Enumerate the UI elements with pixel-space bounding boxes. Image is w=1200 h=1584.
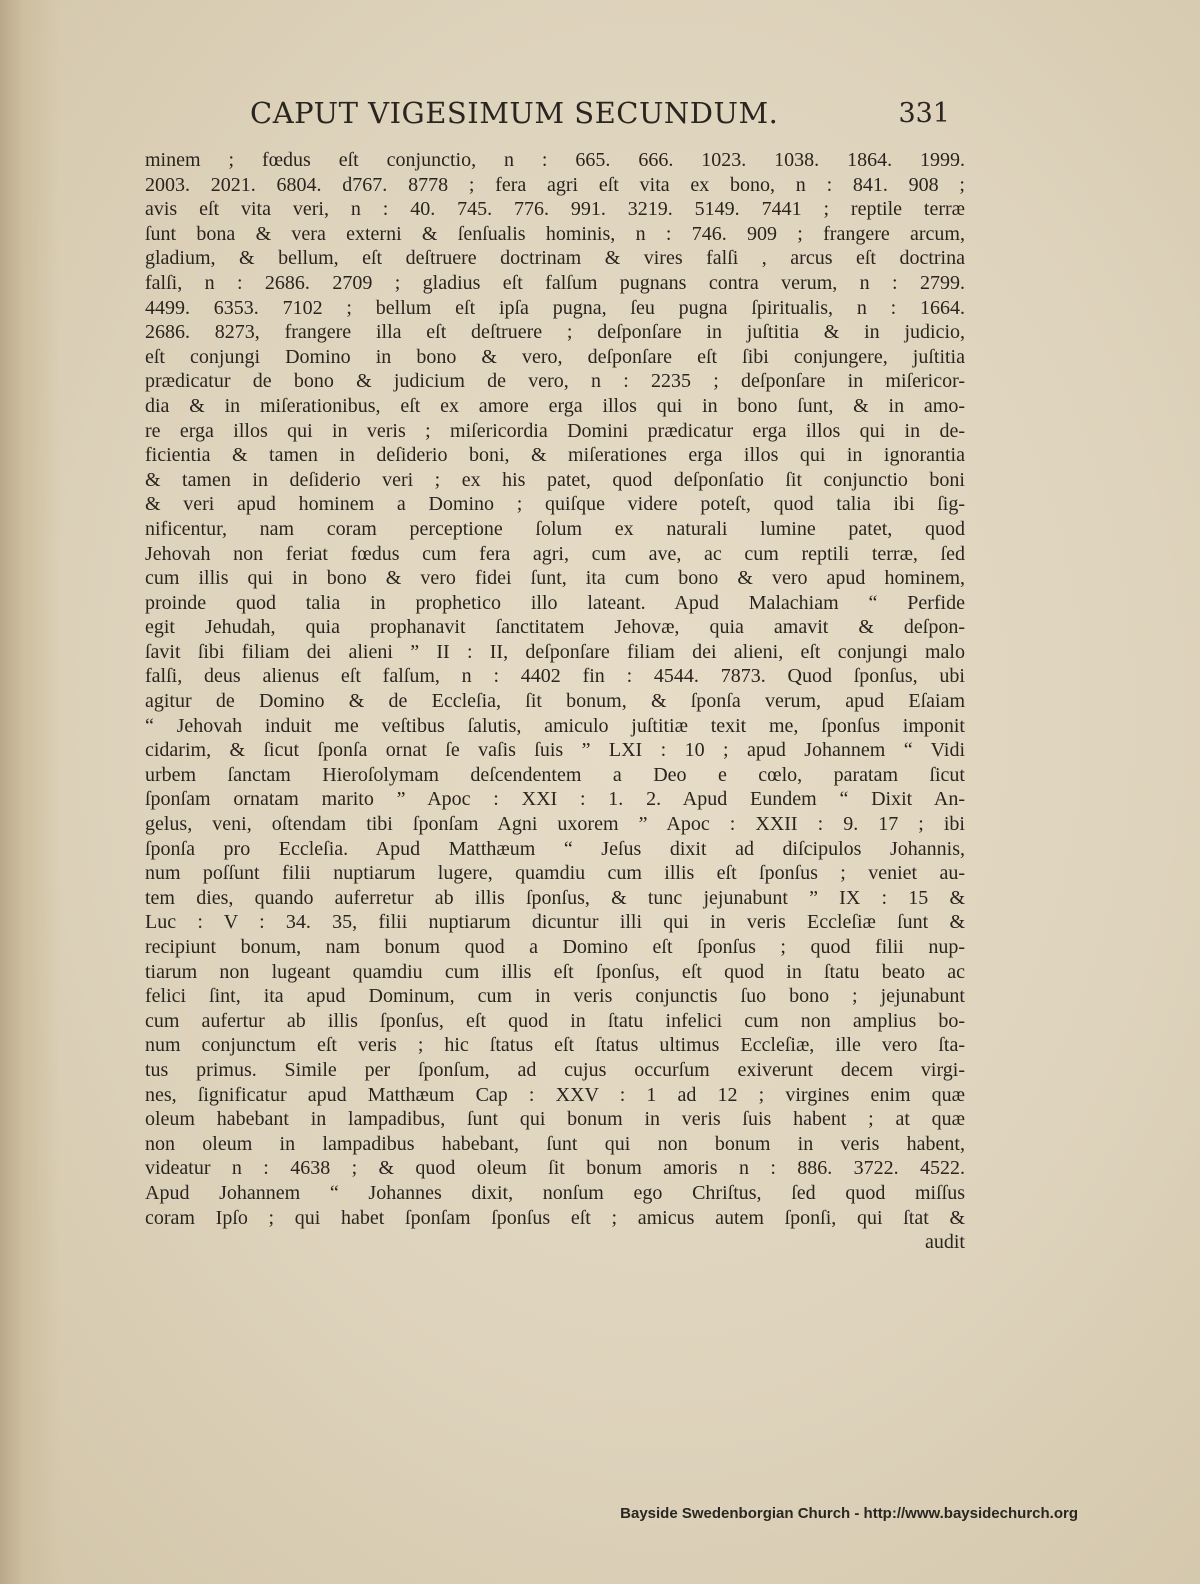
body-text (145, 148, 965, 1255)
text-line: tem dies, quando auferretur ab illis ſponſus, & tunc jejunabunt ” IX : 15 & (145, 886, 965, 909)
text-line: num conjunctum eſt veris ; hic ſtatus eſt ſtatus ultimus Eccleſiæ, ille vero ſta- (145, 1034, 965, 1057)
text-line: videatur n : 4638 ; & quod oleum ſit bonum amoris n : 886. 3722. 4522. (145, 1157, 965, 1180)
text-line: gelus, veni, oſtendam tibi ſponſam Agni uxorem ” Apoc : XXII : 9. 17 ; ibi (145, 813, 965, 836)
text-line: agitur de Domino & de Eccleſia, ſit bonum, & ſponſa verum, apud Eſaiam (145, 690, 965, 713)
text-line: felici ſint, ita apud Dominum, cum in veris conjunctis ſuo bono ; jejunabunt (145, 985, 965, 1008)
text-line: falſi, deus alienus eſt falſum, n : 4402 fin : 4544. 7873. Quod ſponſus, ubi (145, 665, 965, 688)
text-line: urbem ſanctam Hieroſolymam deſcendentem a Deo e cœlo, paratam ſicut (145, 763, 965, 786)
text-line: minem ; fœdus eſt conjunctio, n : 665. 666. 1023. 1038. 1864. 1999. (145, 149, 965, 171)
text-line: ſunt bona & vera externi & ſenſualis hominis, n : 746. 909 ; frangere arcum, (145, 222, 965, 245)
text-line: proinde quod talia in prophetico illo lateant. Apud Malachiam “ Perfide (145, 591, 965, 614)
text-line: coram Ipſo ; qui habet ſponſam ſponſus eſt ; amicus autem ſponſi, qui ſtat & (145, 1206, 965, 1229)
text-line: cum illis qui in bono & vero fidei ſunt, ita cum bono & vero apud hominem, (145, 567, 965, 590)
text-line: ficientia & tamen in deſiderio boni, & miſerationes erga illos qui in ignorantia (145, 444, 965, 467)
text-line: recipiunt bonum, nam bonum quod a Domino eſt ſponſus ; quod filii nup- (145, 936, 965, 958)
text-line: Jehovah non feriat fœdus cum fera agri, cum ave, ac cum reptili terræ, ſed (145, 542, 965, 565)
text-line: ſponſa pro Eccleſia. Apud Matthæum “ Jeſus dixit ad diſcipulos Johannis, (145, 837, 965, 860)
text-line: & tamen in deſiderio veri ; ex his patet, quod deſponſatio ſit conjunctio boni (145, 468, 965, 491)
text-line: Luc : V : 34. 35, filii nuptiarum dicuntur illi qui in veris Eccleſiæ ſunt & (145, 911, 965, 934)
text-line: & veri apud hominem a Domino ; quiſque videre poteſt, quod talia ibi ſig- (145, 493, 965, 516)
text-line: falſi, n : 2686. 2709 ; gladius eſt falſum pugnans contra verum, n : 2799. (145, 271, 965, 294)
text-line: gladium, & bellum, eſt deſtruere doctrinam & vires falſi , arcus eſt doctrina (145, 247, 965, 270)
text-line: egit Jehudah, quia prophanavit ſanctitatem Jehovæ, quia amavit & deſpon- (145, 616, 965, 639)
text-line: 2003. 2021. 6804. d767. 8778 ; fera agri eſt vita ex bono, n : 841. 908 ; (145, 173, 965, 196)
text-line: eſt conjungi Domino in bono & vero, deſponſare eſt ſibi conjungere, juſtitia (145, 345, 965, 368)
text-line: 4499. 6353. 7102 ; bellum eſt ipſa pugna, ſeu pugna ſpiritualis, n : 1664. (145, 296, 965, 319)
text-line: cum aufertur ab illis ſponſus, eſt quod in ſtatu infelici cum non amplius bo- (145, 1009, 965, 1032)
text-line: ſavit ſibi filiam dei alieni ” II : II, deſponſare filiam dei alieni, eſt conjungi malo (145, 640, 965, 663)
text-line: cidarim, & ſicut ſponſa ornat ſe vaſis ſuis ” LXI : 10 ; apud Johannem “ Vidi (145, 739, 965, 762)
page-number: 331 (898, 98, 950, 129)
footer-credit: Bayside Swedenborgian Church - http://www.baysidechurch.org (620, 1505, 1078, 1522)
text-line: prædicatur de bono & judicium de vero, n : 2235 ; deſponſare in miſericor- (145, 370, 965, 393)
text-line: ſponſam ornatam marito ” Apoc : XXI : 1. 2. Apud Eundem “ Dixit An- (145, 788, 965, 811)
text-line: tiarum non lugeant quamdiu cum illis eſt ſponſus, eſt quod in ſtatu beato ac (145, 960, 965, 983)
running-title: CAPUT VIGESIMUM SECUNDUM. (250, 96, 779, 130)
text-line: oleum habebant in lampadibus, ſunt qui bonum in veris ſuis habent ; at quæ (145, 1108, 965, 1131)
text-line: “ Jehovah induit me veſtibus ſalutis, amiculo juſtitiæ texit me, ſponſus imponit (145, 714, 965, 737)
text-line: tus primus. Simile per ſponſum, ad cujus occurſum exiverunt decem virgi- (145, 1058, 965, 1081)
text-line: re erga illos qui in veris ; miſericordia Domini prædicatur erga illos qui in de- (145, 419, 965, 442)
text-line: nes, ſignificatur apud Matthæum Cap : XXV : 1 ad 12 ; virgines enim quæ (145, 1083, 965, 1106)
text-line: audit (925, 1231, 965, 1254)
text-line: dia & in miſerationibus, eſt ex amore erga illos qui in bono ſunt, & in amo- (145, 394, 965, 417)
text-line: avis eſt vita veri, n : 40. 745. 776. 991. 3219. 5149. 7441 ; reptile terræ (145, 198, 965, 221)
binding-shadow (0, 0, 60, 1584)
text-line: 2686. 8273, frangere illa eſt deſtruere ; deſponſare in juſtitia & in judicio, (145, 321, 965, 344)
text-line: nificentur, nam coram perceptione ſolum ex naturali lumine patet, quod (145, 517, 965, 540)
text-line: num poſſunt filii nuptiarum lugere, quamdiu cum illis eſt ſponſus ; veniet au- (145, 862, 965, 885)
text-line: Apud Johannem “ Johannes dixit, nonſum ego Chriſtus, ſed quod miſſus (145, 1181, 965, 1204)
page-header (250, 96, 950, 140)
text-line: non oleum in lampadibus habebant, ſunt qui non bonum in veris habent, (145, 1132, 965, 1155)
